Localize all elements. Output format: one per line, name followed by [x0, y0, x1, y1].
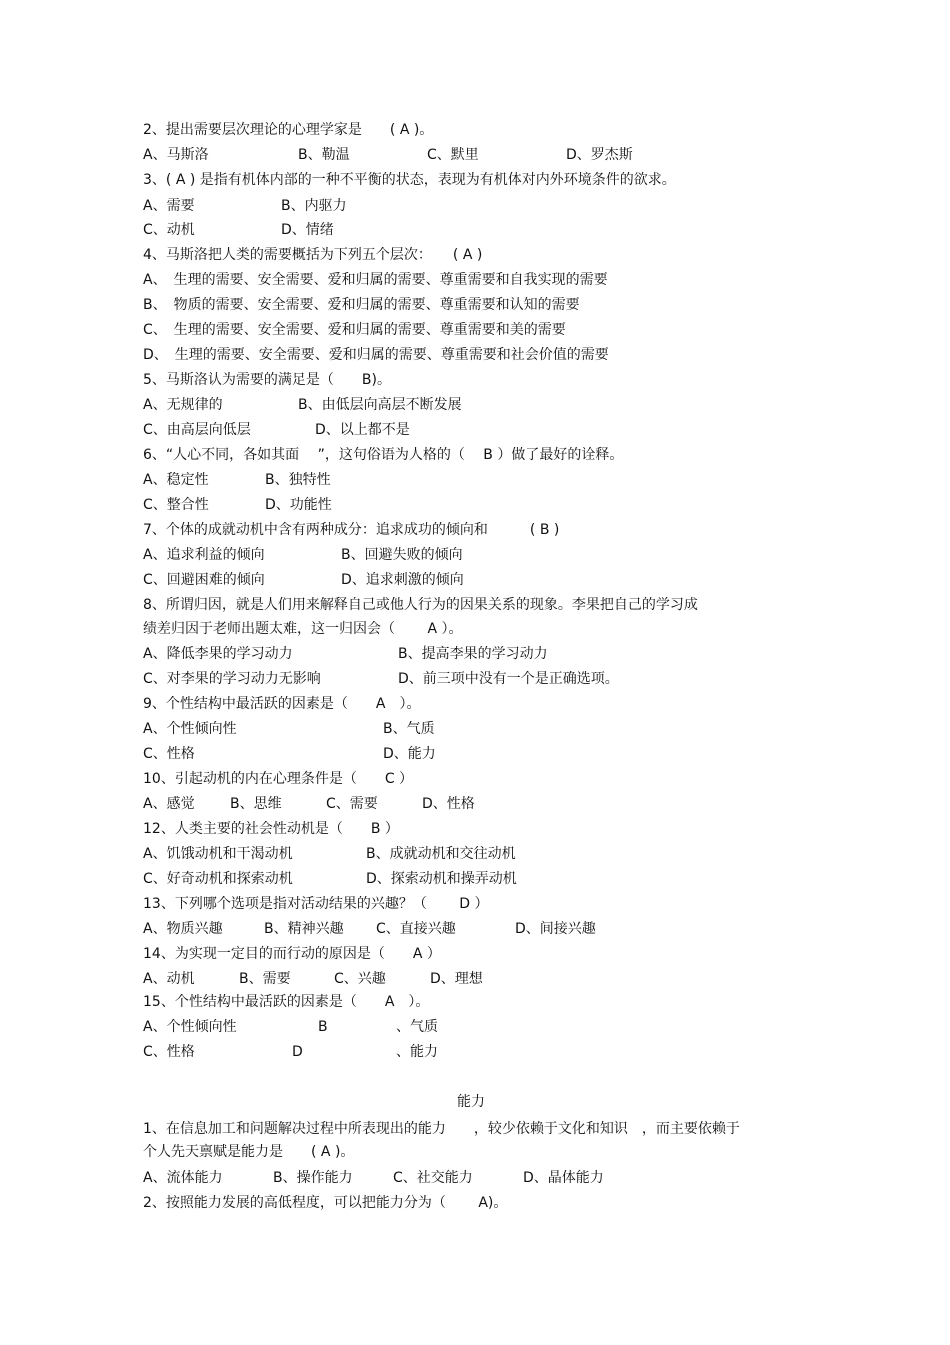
question-stem: 2、按照能力发展的高低程度，可以把能力分为（ A)。	[143, 1195, 508, 1211]
option-c: C、直接兴趣	[376, 921, 456, 937]
option-a: A、降低李果的学习动力	[143, 646, 293, 662]
question-stem: 8、所谓归因，就是人们用来解释自己或他人行为的因果关系的现象。李果把自己的学习成	[143, 597, 698, 613]
option-d: D、探索动机和操弄动机	[366, 871, 517, 887]
option-d: D、间接兴趣	[515, 921, 596, 937]
option-a: A、个性倾向性	[143, 1019, 237, 1035]
option-b: B、回避失败的倾向	[341, 547, 463, 563]
question-stem: 10、引起动机的内在心理条件是（ C ）	[143, 771, 414, 787]
option-d: D、以上都不是	[315, 422, 410, 438]
option-c: C、好奇动机和探索动机	[143, 871, 293, 887]
section-title: 能力	[457, 1094, 485, 1110]
option-d: D、性格	[422, 796, 475, 812]
option-a: A、物质兴趣	[143, 921, 223, 937]
question-stem: 3、( A ) 是指有机体内部的一种不平衡的状态，表现为有机体对内外环境条件的欲求。	[143, 172, 676, 188]
option-b: B、提高李果的学习动力	[398, 646, 548, 662]
option-b: B、内驱力	[281, 198, 347, 214]
option-c: C、兴趣	[334, 971, 386, 987]
option-d-text: 、能力	[396, 1044, 438, 1060]
option-b: B、独特性	[265, 472, 331, 488]
option-b: B、成就动机和交往动机	[366, 846, 516, 862]
option-d: D、能力	[383, 746, 436, 762]
option-b: B、操作能力	[273, 1170, 353, 1186]
option-b: B、气质	[383, 721, 435, 737]
option-c: C、 生理的需要、安全需要、爱和归属的需要、尊重需要和美的需要	[143, 322, 566, 338]
option-a: A、动机	[143, 971, 195, 987]
question-stem: 6、“人心不同，各如其面 ”，这句俗语为人格的（ B ）做了最好的诠释。	[143, 447, 624, 463]
question-stem: 4、马斯洛把人类的需要概括为下列五个层次： ( A )	[143, 247, 483, 263]
option-b: B、思维	[230, 796, 282, 812]
question-stem: 15、个性结构中最活跃的因素是（ A ）。	[143, 994, 430, 1010]
option-a: A、无规律的	[143, 397, 223, 413]
option-a: A、追求利益的倾向	[143, 547, 265, 563]
question-stem-cont: 绩差归因于老师出题太难，这一归因会（ A ）。	[143, 621, 463, 637]
option-c: C、动机	[143, 222, 195, 238]
option-a: A、需要	[143, 198, 195, 214]
option-d: D、 生理的需要、安全需要、爱和归属的需要、尊重需要和社会价值的需要	[143, 347, 609, 363]
option-a: A、稳定性	[143, 472, 209, 488]
option-a: A、马斯洛	[143, 147, 209, 163]
question-stem: 12、人类主要的社会性动机是（ B ）	[143, 821, 399, 837]
question-stem: 5、马斯洛认为需要的满足是（ B)。	[143, 372, 391, 388]
option-b: B、精神兴趣	[264, 921, 344, 937]
question-stem: 9、个性结构中最活跃的因素是（ A ）。	[143, 696, 421, 712]
question-stem-cont: 个人先天禀赋是能力是 ( A )。	[143, 1144, 355, 1160]
option-a: A、感觉	[143, 796, 195, 812]
option-d: D、功能性	[265, 497, 332, 513]
option-d-letter: D	[292, 1044, 303, 1060]
option-b-text: 、气质	[396, 1019, 438, 1035]
option-b: B、需要	[239, 971, 291, 987]
option-c: C、默里	[427, 147, 479, 163]
option-c: C、回避困难的倾向	[143, 572, 265, 588]
option-a: A、个性倾向性	[143, 721, 237, 737]
option-c: C、社交能力	[393, 1170, 473, 1186]
option-b: B、由低层向高层不断发展	[298, 397, 462, 413]
question-stem: 1、在信息加工和问题解决过程中所表现出的能力 ，较少依赖于文化和知识 ，而主要依赖于	[143, 1121, 740, 1137]
option-b-letter: B	[318, 1019, 328, 1035]
option-d: D、晶体能力	[523, 1170, 604, 1186]
option-b: B、 物质的需要、安全需要、爱和归属的需要、尊重需要和认知的需要	[143, 297, 580, 313]
option-d: D、情绪	[281, 222, 334, 238]
option-d: D、前三项中没有一个是正确选项。	[398, 671, 619, 687]
question-stem: 14、为实现一定目的而行动的原因是（ A ）	[143, 946, 441, 962]
option-c: C、整合性	[143, 497, 209, 513]
option-c: C、性格	[143, 1044, 195, 1060]
option-a: A、饥饿动机和干渴动机	[143, 846, 293, 862]
question-stem: 13、下列哪个选项是指对活动结果的兴趣？（ D ）	[143, 896, 489, 912]
option-c: C、性格	[143, 746, 195, 762]
question-stem: 2、提出需要层次理论的心理学家是 ( A )。	[143, 122, 434, 138]
option-b: B、勒温	[298, 147, 350, 163]
option-c: C、需要	[326, 796, 378, 812]
option-c: C、由高层向低层	[143, 422, 251, 438]
option-d: D、追求刺激的倾向	[341, 572, 464, 588]
question-stem: 7、个体的成就动机中含有两种成分：追求成功的倾向和 ( B )	[143, 522, 560, 538]
option-c: C、对李果的学习动力无影响	[143, 671, 321, 687]
option-d: D、理想	[430, 971, 483, 987]
option-a: A、流体能力	[143, 1170, 223, 1186]
option-a: A、 生理的需要、安全需要、爱和归属的需要、尊重需要和自我实现的需要	[143, 272, 608, 288]
option-d: D、罗杰斯	[566, 147, 633, 163]
